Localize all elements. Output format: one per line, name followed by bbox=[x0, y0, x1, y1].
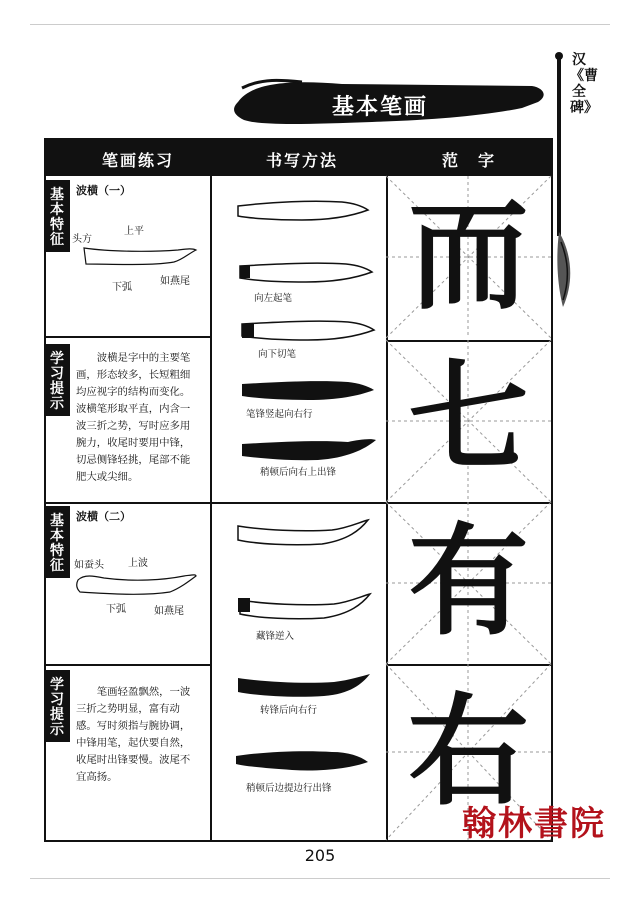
example-char-1: 而 bbox=[408, 185, 529, 326]
example-char-4: 右 bbox=[408, 681, 529, 822]
divider-row1 bbox=[46, 336, 210, 338]
page-title: 基本笔画 bbox=[331, 95, 428, 120]
method-label-5: 藏锋逆入 bbox=[256, 631, 295, 642]
header-stroke-practice: 笔画练习 bbox=[102, 151, 175, 170]
tab-basic-features-1: 基本特征 bbox=[44, 180, 70, 252]
method-stroke-solid-4 bbox=[232, 746, 372, 776]
example-char-2: 七 bbox=[408, 347, 529, 488]
page-number: 205 bbox=[304, 846, 336, 865]
header-writing-method: 书写方法 bbox=[266, 151, 339, 170]
example-char-3: 有 bbox=[408, 511, 529, 652]
method-stroke-start-3 bbox=[234, 592, 374, 622]
tab-study-tips-2: 学习提示 bbox=[44, 670, 70, 742]
method-label-1: 向左起笔 bbox=[254, 293, 293, 304]
tab-basic-features-2: 基本特征 bbox=[44, 506, 70, 578]
label-top-flat: 上平 bbox=[124, 226, 144, 237]
label-silkworm-head: 如蚕头 bbox=[74, 560, 104, 571]
method-label-7: 稍顿后边提边行出锋 bbox=[246, 783, 332, 794]
method-stroke-start-1 bbox=[236, 258, 376, 288]
label-bottom-arc-2: 下弧 bbox=[106, 604, 126, 615]
method-stroke-outline-1 bbox=[232, 196, 372, 226]
method-label-2: 向下切笔 bbox=[258, 349, 297, 360]
divider-col1 bbox=[210, 176, 212, 840]
top-rule bbox=[30, 24, 610, 25]
book-title-vertical: 汉《曹全碑》 bbox=[570, 52, 598, 116]
method-label-6: 转锋后向右行 bbox=[260, 705, 318, 716]
label-swallow-tail: 如燕尾 bbox=[160, 276, 190, 287]
bottom-rule bbox=[30, 878, 610, 879]
method-stroke-start-2 bbox=[238, 316, 378, 346]
label-head-square: 头方 bbox=[72, 234, 92, 245]
tips-text-2: 笔画轻盈飘然，一波三折之势明显，富有动感。写时须指与腕协调，中锋用笔，起伏要自然，收尾时出锋要慢。波尾不宜高扬。 bbox=[76, 686, 191, 783]
method-stroke-solid-1 bbox=[238, 376, 378, 406]
method-stroke-solid-3 bbox=[234, 672, 374, 702]
stroke-title-2: 波横（二） bbox=[76, 510, 131, 523]
header-example-chars: 范 字 bbox=[442, 151, 497, 170]
method-stroke-outline-2 bbox=[232, 518, 372, 548]
method-stroke-solid-2 bbox=[238, 436, 378, 466]
stroke-title-1: 波横（一） bbox=[76, 184, 131, 197]
tab-study-tips-1: 学习提示 bbox=[44, 344, 70, 416]
method-label-3: 笔锋竖起向右行 bbox=[246, 409, 313, 420]
label-swallow-tail-2: 如燕尾 bbox=[154, 606, 184, 617]
stroke-outline-icon-2 bbox=[74, 570, 198, 598]
tips-text-1: 波横是字中的主要笔画，形态较多，长短粗细均应视字的结构而变化。波横笔形取平直，内含一波三折之势，写时应多用腕力，收尾时要用中锋，切忌侧锋轻挑，尾部不能肥大或尖细。 bbox=[76, 352, 191, 483]
label-bottom-arc: 下弧 bbox=[112, 282, 132, 293]
method-label-4: 稍顿后向右上出锋 bbox=[260, 467, 337, 478]
label-top-wave: 上波 bbox=[128, 558, 148, 569]
publisher-watermark: 翰林書院 bbox=[462, 804, 606, 844]
table-header bbox=[44, 138, 553, 174]
divider-row3 bbox=[46, 664, 210, 666]
stroke-outline-icon bbox=[82, 244, 198, 270]
